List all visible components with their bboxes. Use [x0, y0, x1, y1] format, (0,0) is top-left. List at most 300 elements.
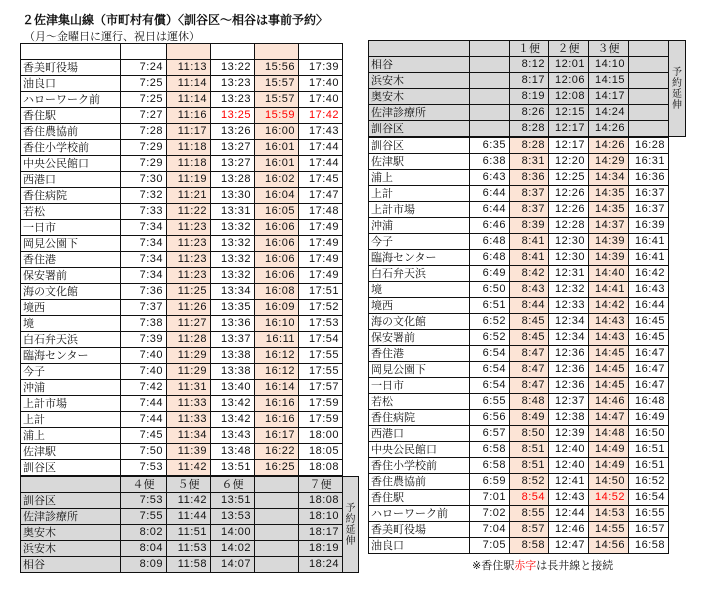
table-row [21, 108, 343, 124]
departure-time: 7:50 [121, 444, 167, 460]
departure-time: 12:17 [549, 138, 589, 154]
departure-time: 8:45 [510, 314, 549, 330]
departure-time: 6:58 [470, 442, 510, 458]
departure-time: 14:35 [589, 186, 629, 202]
departure-time: 6:44 [470, 202, 510, 218]
departure-time: 17:54 [299, 332, 343, 348]
departure-time: 8:09 [121, 557, 167, 573]
departure-time: 8:43 [510, 282, 549, 298]
departure-time: 12:34 [549, 330, 589, 346]
departure-time: 8:04 [121, 541, 167, 557]
departure-time: 16:49 [629, 410, 669, 426]
departure-time: 8:54 [510, 490, 549, 506]
trip-number-header [21, 477, 121, 493]
departure-time: 7:34 [121, 220, 167, 236]
departure-time: 16:50 [629, 426, 669, 442]
station-name: 香美町役場 [21, 60, 121, 76]
departure-time: 17:44 [299, 156, 343, 172]
departure-time: 13:40 [211, 380, 255, 396]
departure-time: 12:37 [549, 394, 589, 410]
departure-time: 12:44 [549, 506, 589, 522]
departure-time: 17:42 [299, 108, 343, 124]
departure-time: 14:24 [589, 105, 629, 121]
departure-time: 7:28 [121, 124, 167, 140]
departure-time: 14:45 [589, 362, 629, 378]
station-name: 境西 [369, 298, 470, 314]
departure-time: 8:26 [510, 105, 549, 121]
departure-time: 14:35 [589, 202, 629, 218]
departure-time: 14:52 [589, 490, 629, 506]
departure-time: 18:08 [299, 460, 343, 476]
table-row [21, 60, 343, 76]
vertical-char: 約 [345, 513, 356, 525]
table-row [369, 266, 669, 282]
trip-number-header [629, 41, 669, 57]
departure-time: 14:39 [589, 234, 629, 250]
table-row [21, 236, 343, 252]
departure-time: 11:42 [167, 493, 211, 509]
table-row [369, 282, 669, 298]
departure-time: 17:49 [299, 236, 343, 252]
table-row [21, 428, 343, 444]
reservation-extension-label [343, 477, 359, 573]
departure-time: 11:39 [167, 444, 211, 460]
departure-time: 16:06 [255, 220, 299, 236]
station-name: 佐津診療所 [21, 509, 121, 525]
station-name: 香住病院 [369, 410, 470, 426]
vertical-char: 予 [345, 502, 356, 514]
departure-time: 7:53 [121, 460, 167, 476]
departure-time: 11:16 [167, 108, 211, 124]
departure-time: 17:45 [299, 172, 343, 188]
departure-time [470, 121, 510, 137]
departure-time: 16:16 [255, 396, 299, 412]
table-row [369, 362, 669, 378]
station-name: 香住小学校前 [21, 140, 121, 156]
table-row [369, 202, 669, 218]
departure-time: 6:51 [470, 298, 510, 314]
station-name: 香住駅 [21, 108, 121, 124]
table-row [21, 444, 343, 460]
station-name: 沖浦 [21, 380, 121, 396]
departure-time: 8:52 [510, 474, 549, 490]
departure-time: 7:33 [121, 204, 167, 220]
departure-time: 11:25 [167, 284, 211, 300]
table-row [369, 506, 669, 522]
station-name: 上計市場 [21, 396, 121, 412]
table-row [369, 73, 686, 89]
table-row [369, 138, 669, 154]
departure-time: 12:34 [549, 314, 589, 330]
note-suffix: は長井線と接続 [536, 559, 614, 572]
trip-number-header: １便 [510, 41, 549, 57]
vertical-char: 約 [672, 77, 682, 89]
departure-time: 13:23 [211, 92, 255, 108]
station-name: 岡見公園下 [21, 236, 121, 252]
table-row [21, 156, 343, 172]
departure-time: 6:59 [470, 474, 510, 490]
header-cell [211, 44, 255, 60]
departure-time: 14:41 [589, 282, 629, 298]
departure-time: 8:47 [510, 362, 549, 378]
departure-time: 7:45 [121, 428, 167, 444]
departure-time: 13:27 [211, 156, 255, 172]
header-cell [121, 44, 167, 60]
departure-time: 12:36 [549, 346, 589, 362]
station-name: 中央公民館口 [21, 156, 121, 172]
departure-time: 14:49 [589, 458, 629, 474]
departure-time: 17:39 [299, 60, 343, 76]
station-name: 香住農協前 [369, 474, 470, 490]
station-name: 白石弁天浜 [369, 266, 470, 282]
table-row [21, 493, 359, 509]
departure-time: 14:43 [589, 330, 629, 346]
departure-time: 14:00 [211, 525, 255, 541]
trip-number-header [470, 41, 510, 57]
departure-time: 11:31 [167, 380, 211, 396]
departure-time: 17:43 [299, 124, 343, 140]
departure-time: 13:36 [211, 316, 255, 332]
departure-time: 16:36 [629, 170, 669, 186]
departure-time: 16:22 [255, 444, 299, 460]
departure-time: 16:45 [629, 314, 669, 330]
departure-time: 8:51 [510, 458, 549, 474]
departure-time: 16:06 [255, 252, 299, 268]
table-row [369, 538, 669, 554]
table-row [21, 300, 343, 316]
departure-time: 11:17 [167, 124, 211, 140]
connection-note [472, 557, 613, 573]
station-name: 浦上 [21, 428, 121, 444]
departure-time: 14:02 [211, 541, 255, 557]
departure-time: 12:20 [549, 154, 589, 170]
departure-time: 16:01 [255, 140, 299, 156]
departure-time: 7:53 [121, 493, 167, 509]
departure-time: 7:34 [121, 252, 167, 268]
departure-time: 14:37 [589, 218, 629, 234]
departure-time: 13:42 [211, 412, 255, 428]
trip-number-header [255, 477, 299, 493]
departure-time: 7:02 [470, 506, 510, 522]
table-row [369, 394, 669, 410]
departure-time: 17:51 [299, 284, 343, 300]
departure-time: 13:30 [211, 188, 255, 204]
departure-time: 17:49 [299, 252, 343, 268]
departure-time: 16:14 [255, 380, 299, 396]
trip-number-header: ２便 [549, 41, 589, 57]
departure-time: 16:44 [629, 298, 669, 314]
departure-time: 14:42 [589, 298, 629, 314]
departure-time: 6:52 [470, 314, 510, 330]
departure-time: 13:38 [211, 348, 255, 364]
departure-time: 18:17 [299, 525, 343, 541]
departure-time: 16:06 [255, 268, 299, 284]
station-name: 香住小学校前 [369, 458, 470, 474]
table-row [21, 380, 343, 396]
departure-time: 14:43 [589, 314, 629, 330]
departure-time: 16:52 [629, 474, 669, 490]
departure-time: 11:44 [167, 509, 211, 525]
departure-time: 14:53 [589, 506, 629, 522]
departure-time: 16:10 [255, 316, 299, 332]
departure-time: 11:19 [167, 172, 211, 188]
departure-time: 13:34 [211, 284, 255, 300]
departure-time: 12:26 [549, 202, 589, 218]
departure-time: 12:15 [549, 105, 589, 121]
departure-time: 17:57 [299, 380, 343, 396]
table-row [21, 509, 359, 525]
departure-time: 16:31 [629, 154, 669, 170]
station-name: 香住病院 [21, 188, 121, 204]
table-row [21, 348, 343, 364]
departure-time: 7:42 [121, 380, 167, 396]
table-row [369, 330, 669, 346]
departure-time: 7:44 [121, 396, 167, 412]
departure-time: 16:04 [255, 188, 299, 204]
departure-time: 8:37 [510, 186, 549, 202]
departure-time: 6:54 [470, 362, 510, 378]
departure-time: 12:43 [549, 490, 589, 506]
station-name: 若松 [21, 204, 121, 220]
departure-time: 16:06 [255, 236, 299, 252]
table-row [369, 154, 669, 170]
departure-time: 17:40 [299, 92, 343, 108]
departure-time [470, 57, 510, 73]
departure-time: 13:22 [211, 60, 255, 76]
departure-time: 11:26 [167, 300, 211, 316]
station-name: 臨海センター [21, 348, 121, 364]
departure-time [629, 105, 669, 121]
departure-time: 6:57 [470, 426, 510, 442]
departure-time: 16:54 [629, 490, 669, 506]
departure-time: 16:39 [629, 218, 669, 234]
departure-time: 8:28 [510, 121, 549, 137]
departure-time: 18:10 [299, 509, 343, 525]
departure-time: 6:50 [470, 282, 510, 298]
page-title: ２佐津集山線（市町村有償）〈訓谷区～相谷は事前予約〉 [22, 13, 329, 27]
departure-time: 6:55 [470, 394, 510, 410]
departure-time: 16:02 [255, 172, 299, 188]
departure-time: 11:13 [167, 60, 211, 76]
departure-time: 6:38 [470, 154, 510, 170]
header-row [21, 44, 343, 60]
departure-time: 13:32 [211, 236, 255, 252]
table-row [369, 105, 686, 121]
departure-time: 13:28 [211, 172, 255, 188]
departure-time: 16:51 [629, 442, 669, 458]
departure-time: 14:26 [589, 121, 629, 137]
station-name: 境 [369, 282, 470, 298]
departure-time: 7:38 [121, 316, 167, 332]
departure-time: 16:47 [629, 362, 669, 378]
departure-time: 14:10 [589, 57, 629, 73]
trip-number-header: ４便 [121, 477, 167, 493]
trip-number-header: ５便 [167, 477, 211, 493]
departure-time: 16:09 [255, 300, 299, 316]
departure-time: 8:19 [510, 89, 549, 105]
departure-time: 18:19 [299, 541, 343, 557]
departure-time: 11:29 [167, 364, 211, 380]
departure-time: 8:36 [510, 170, 549, 186]
departure-time: 13:32 [211, 268, 255, 284]
table-row [21, 76, 343, 92]
table-row [369, 89, 686, 105]
departure-time: 16:05 [255, 204, 299, 220]
table-row [369, 346, 669, 362]
departure-time: 7:34 [121, 236, 167, 252]
departure-time: 13:25 [211, 108, 255, 124]
departure-time: 13:32 [211, 252, 255, 268]
table-row [369, 218, 669, 234]
departure-time: 12:30 [549, 234, 589, 250]
departure-time: 14:29 [589, 154, 629, 170]
departure-time: 16:57 [629, 522, 669, 538]
departure-time: 17:47 [299, 188, 343, 204]
departure-time: 12:36 [549, 362, 589, 378]
departure-time: 11:58 [167, 557, 211, 573]
departure-time: 12:26 [549, 186, 589, 202]
departure-time: 11:22 [167, 204, 211, 220]
departure-time: 11:28 [167, 332, 211, 348]
departure-time: 6:43 [470, 170, 510, 186]
departure-time: 7:01 [470, 490, 510, 506]
departure-time: 14:46 [589, 394, 629, 410]
departure-time: 14:48 [589, 426, 629, 442]
departure-time: 12:38 [549, 410, 589, 426]
departure-time: 11:27 [167, 316, 211, 332]
station-name: 上計 [21, 412, 121, 428]
departure-time [470, 105, 510, 121]
departure-time: 6:48 [470, 234, 510, 250]
station-name: 訓谷区 [21, 493, 121, 509]
station-name: 香住駅 [369, 490, 470, 506]
departure-time [629, 121, 669, 137]
departure-time: 16:12 [255, 364, 299, 380]
departure-time: 8:41 [510, 250, 549, 266]
departure-time: 14:49 [589, 442, 629, 458]
departure-time: 8:48 [510, 394, 549, 410]
departure-time: 16:08 [255, 284, 299, 300]
departure-time: 14:50 [589, 474, 629, 490]
trip-number-header: ７便 [299, 477, 343, 493]
table-row [369, 186, 669, 202]
departure-time: 7:29 [121, 140, 167, 156]
departure-time: 7:40 [121, 348, 167, 364]
departure-time: 6:56 [470, 410, 510, 426]
departure-time: 17:48 [299, 204, 343, 220]
departure-time: 6:44 [470, 186, 510, 202]
station-name: 岡見公園下 [369, 362, 470, 378]
departure-time: 6:49 [470, 266, 510, 282]
departure-time: 16:00 [255, 124, 299, 140]
departure-time: 14:17 [589, 89, 629, 105]
table-row [21, 316, 343, 332]
departure-time: 14:15 [589, 73, 629, 89]
departure-time: 8:42 [510, 266, 549, 282]
departure-time [629, 57, 669, 73]
departure-time: 16:12 [255, 348, 299, 364]
station-name: 若松 [369, 394, 470, 410]
station-name: 相谷 [369, 57, 470, 73]
station-name: 海の文化館 [369, 314, 470, 330]
station-name: 香住港 [369, 346, 470, 362]
table-row [21, 172, 343, 188]
departure-time: 8:44 [510, 298, 549, 314]
departure-time: 17:55 [299, 364, 343, 380]
departure-time: 16:28 [629, 138, 669, 154]
departure-time: 12:40 [549, 442, 589, 458]
departure-time: 7:37 [121, 300, 167, 316]
departure-time: 13:35 [211, 300, 255, 316]
station-name: 奥安木 [369, 89, 470, 105]
station-name: 佐津駅 [369, 154, 470, 170]
departure-time: 8:47 [510, 378, 549, 394]
station-name: 西港口 [369, 426, 470, 442]
station-name: 香住農協前 [21, 124, 121, 140]
table-row [369, 378, 669, 394]
table-row [369, 410, 669, 426]
trip-number-header [369, 41, 470, 57]
departure-time: 13:51 [211, 460, 255, 476]
departure-time: 6:52 [470, 330, 510, 346]
departure-time: 13:27 [211, 140, 255, 156]
table-row [369, 314, 669, 330]
departure-time: 14:40 [589, 266, 629, 282]
departure-time: 6:54 [470, 346, 510, 362]
departure-time: 14:55 [589, 522, 629, 538]
table-row [21, 124, 343, 140]
departure-time: 17:49 [299, 220, 343, 236]
vertical-char: 延 [345, 524, 356, 536]
departure-time: 18:24 [299, 557, 343, 573]
departure-time: 18:00 [299, 428, 343, 444]
departure-time: 15:56 [255, 60, 299, 76]
departure-time: 16:01 [255, 156, 299, 172]
departure-time: 7:05 [470, 538, 510, 554]
departure-time: 16:47 [629, 378, 669, 394]
departure-time: 17:44 [299, 140, 343, 156]
departure-time: 15:57 [255, 76, 299, 92]
departure-time: 16:17 [255, 428, 299, 444]
table-row [369, 250, 669, 266]
departure-time: 11:33 [167, 412, 211, 428]
departure-time: 6:48 [470, 250, 510, 266]
departure-time: 7:55 [121, 509, 167, 525]
departure-time: 12:17 [549, 121, 589, 137]
departure-time: 12:01 [549, 57, 589, 73]
station-name: 香美町役場 [369, 522, 470, 538]
departure-time: 12:47 [549, 538, 589, 554]
departure-time: 13:31 [211, 204, 255, 220]
departure-time: 8:50 [510, 426, 549, 442]
departure-time: 16:11 [255, 332, 299, 348]
departure-time: 15:57 [255, 92, 299, 108]
departure-time: 11:42 [167, 460, 211, 476]
table-row [21, 332, 343, 348]
departure-time: 12:33 [549, 298, 589, 314]
table-row [369, 121, 686, 137]
departure-time: 12:31 [549, 266, 589, 282]
departure-time: 7:25 [121, 92, 167, 108]
station-name: 白石弁天浜 [21, 332, 121, 348]
departure-time: 11:53 [167, 541, 211, 557]
departure-time: 7:29 [121, 156, 167, 172]
table-row [21, 188, 343, 204]
departure-time: 16:41 [629, 250, 669, 266]
timetable-outbound [20, 43, 343, 476]
station-name: 沖浦 [369, 218, 470, 234]
departure-time: 6:54 [470, 378, 510, 394]
